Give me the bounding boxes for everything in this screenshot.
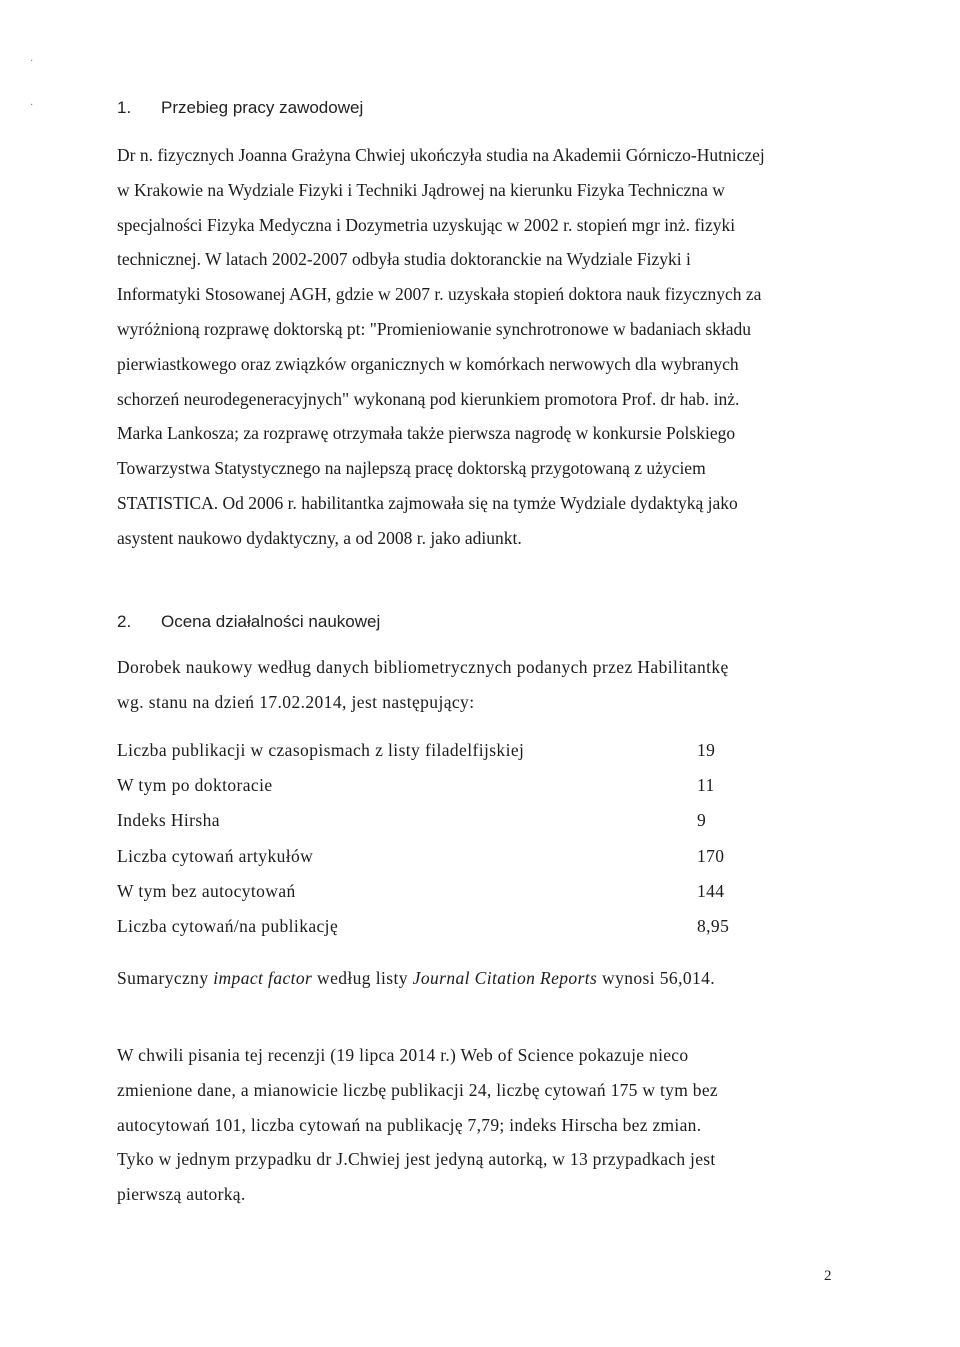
paragraph-line: Informatyki Stosowanej AGH, gdzie w 2007 r. uzyskała stopień doktora nauk fizycznych za <box>117 284 762 305</box>
stat-value: 9 <box>697 810 707 831</box>
paragraph-line: technicznej. W latach 2002-2007 odbyła studia doktoranckie na Wydziale Fizyki i <box>117 249 691 270</box>
paragraph-line: asystent naukowo dydaktyczny, a od 2008 r. jako adiunkt. <box>117 527 522 548</box>
section2-title: Ocena działalności naukowej <box>161 612 381 631</box>
paragraph-line: specjalności Fizyka Medyczna i Dozymetria uzyskując w 2002 r. stopień mgr inż. fizyki <box>117 214 736 235</box>
stat-label: W tym po doktoracie <box>117 775 273 796</box>
stat-value: 11 <box>697 775 715 796</box>
paragraph-line: w Krakowie na Wydziale Fizyki i Techniki Jądrowej na kierunku Fizyka Techniczna w <box>117 179 725 200</box>
paragraph-line: wyróżnioną rozprawę doktorską pt: "Promieniowanie synchrotronowe w badaniach składu <box>117 318 752 339</box>
impact-factor-term: impact factor <box>213 968 313 988</box>
paragraph-line: Towarzystwa Statystycznego na najlepszą pracę doktorską przygotowaną z użyciem <box>117 458 706 479</box>
stat-row <box>117 771 757 806</box>
stat-row <box>117 842 757 877</box>
stat-value: 8,95 <box>697 915 730 936</box>
update-line: W chwili pisania tej recenzji (19 lipca 2014 r.) Web of Science pokazuje nieco <box>117 1045 689 1065</box>
paragraph-line: schorzeń neurodegeneracyjnych" wykonaną pod kierunkiem promotora Prof. dr hab. inż. <box>117 388 740 409</box>
section1-paragraph <box>117 138 841 556</box>
stat-row <box>117 736 757 771</box>
section2-number: 2. <box>117 612 132 631</box>
section1-title: Przebieg pracy zawodowej <box>161 98 364 117</box>
stat-label: W tym bez autocytowań <box>117 880 296 901</box>
bibliometric-stats <box>117 736 757 947</box>
summary-text: według listy <box>312 968 413 988</box>
intro-line: wg. stanu na dzień 17.02.2014, jest następujący: <box>117 691 475 712</box>
section1-heading <box>117 98 363 118</box>
stat-label: Liczba publikacji w czasopismach z listy filadelfijskiej <box>117 740 525 760</box>
summary-text: wynosi 56,014. <box>597 968 716 988</box>
summary-text: Sumaryczny <box>117 968 214 988</box>
paragraph-line: Dr n. fizycznych Joanna Grażyna Chwiej ukończyła studia na Akademii Górniczo-Hutniczej <box>117 145 765 165</box>
paragraph-line: STATISTICA. Od 2006 r. habilitantka zajmowała się na tymże Wydziale dydaktyką jako <box>117 492 738 513</box>
section2-intro <box>117 650 841 720</box>
update-line: Tyko w jednym przypadku dr J.Chwiej jest jedyną autorką, w 13 przypadkach jest <box>117 1149 716 1170</box>
update-line: autocytowań 101, liczba cytowań na publikację 7,79; indeks Hirscha bez zmian. <box>117 1114 702 1135</box>
stat-value: 19 <box>697 740 716 760</box>
update-line: pierwszą autorką. <box>117 1184 246 1205</box>
stat-row <box>117 912 757 947</box>
stat-label: Liczba cytowań artykułów <box>117 845 314 866</box>
paragraph-line: Marka Lankosza; za rozprawę otrzymała także pierwsza nagrodę w konkursie Polskiego <box>117 423 736 444</box>
update-paragraph <box>117 1038 841 1212</box>
update-line: zmienione dane, a mianowicie liczbę publikacji 24, liczbę cytowań 175 w tym bez <box>117 1079 718 1100</box>
stat-label: Liczba cytowań/na publikację <box>117 915 339 936</box>
stat-value: 170 <box>697 845 725 866</box>
page-number: 2 <box>824 1268 832 1284</box>
paragraph-line: pierwiastkowego oraz związków organicznych w komórkach nerwowych dla wybranych <box>117 353 739 374</box>
section2-heading <box>117 612 380 632</box>
section1-number: 1. <box>117 98 132 117</box>
stat-row <box>117 806 757 841</box>
stat-value: 144 <box>697 880 725 901</box>
scan-specks: · · <box>30 56 34 111</box>
impact-factor-summary <box>117 968 715 989</box>
journal-citation-reports-term: Journal Citation Reports <box>412 968 598 988</box>
stat-label: Indeks Hirsha <box>117 810 220 831</box>
intro-line: Dorobek naukowy według danych bibliometrycznych podanych przez Habilitantkę <box>117 657 729 677</box>
stat-row <box>117 877 757 912</box>
